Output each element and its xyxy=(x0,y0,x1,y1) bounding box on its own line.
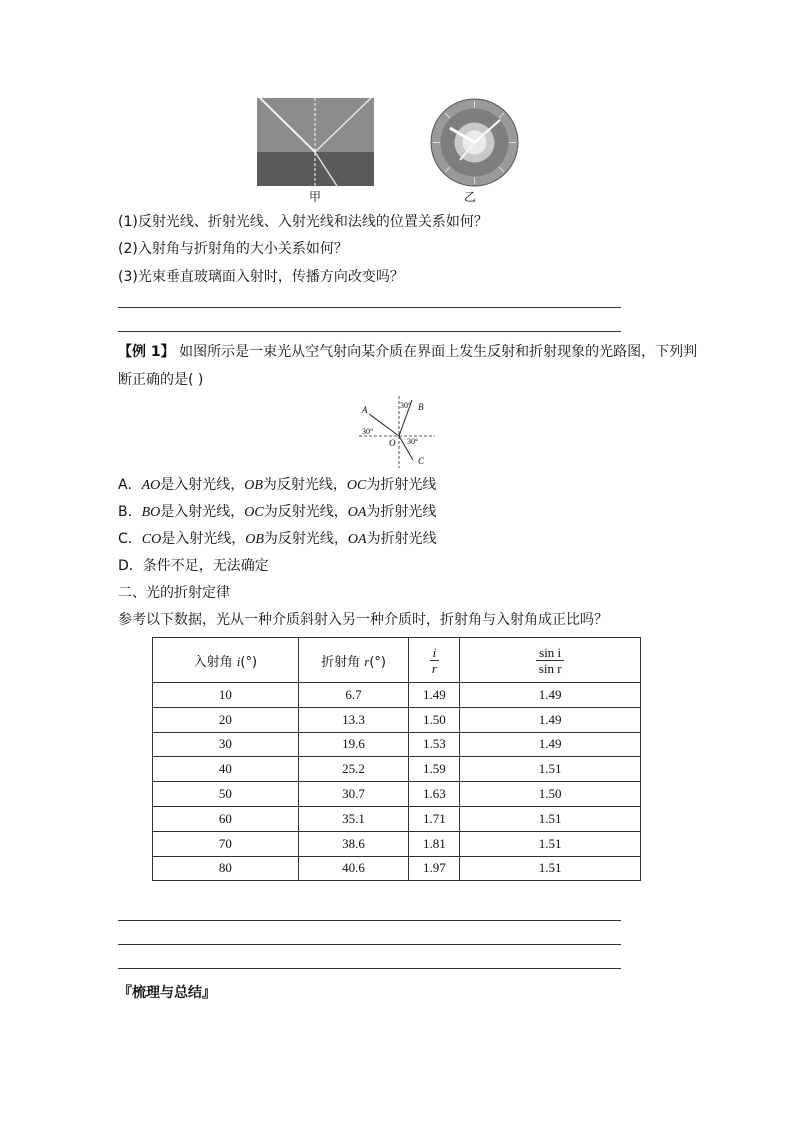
table-cell: 6.7 xyxy=(298,683,409,708)
summary-label: 『梳理与总结』 xyxy=(118,985,216,1001)
figure-yi-caption: 乙 xyxy=(463,190,476,204)
table-header-row xyxy=(153,638,641,683)
header-incident-angle: 入射角 i(°) xyxy=(153,638,299,683)
table-cell: 35.1 xyxy=(298,806,409,831)
table-cell: 80 xyxy=(153,856,299,881)
option-b: B．BO是入射光线，OC为反射光线，OA为折射光线 xyxy=(118,504,437,520)
table-cell: 1.71 xyxy=(409,806,460,831)
table-row xyxy=(153,732,641,757)
header-sine-ratio: $\frac{\text{sin i}}{\text{sin r}}$ xyxy=(460,638,641,683)
section-heading: 二、光的折射定律 xyxy=(118,585,230,601)
table-cell: 50 xyxy=(153,782,299,807)
table-cell: 1.51 xyxy=(460,806,641,831)
table-cell: 1.49 xyxy=(460,732,641,757)
option-a: A．AO是入射光线，OB为反射光线，OC为折射光线 xyxy=(118,477,437,493)
table-cell: 40.6 xyxy=(298,856,409,881)
answer-line xyxy=(118,307,621,308)
label-angle-left: 30° xyxy=(362,427,374,436)
table-cell: 25.2 xyxy=(298,757,409,782)
table-cell: 10 xyxy=(153,683,299,708)
table-row xyxy=(153,782,641,807)
table-cell: 1.51 xyxy=(460,757,641,782)
table-cell: 1.51 xyxy=(460,831,641,856)
table-cell: 70 xyxy=(153,831,299,856)
answer-line xyxy=(118,944,621,945)
data-table xyxy=(152,637,641,881)
table-cell: 1.63 xyxy=(409,782,460,807)
table-cell: 1.49 xyxy=(460,707,641,732)
table-row xyxy=(153,683,641,708)
example-stem-line2: 断正确的是( ) xyxy=(118,372,204,388)
label-a: A xyxy=(362,405,368,415)
ray-diagram xyxy=(355,396,440,468)
figure-yi xyxy=(430,98,519,187)
table-row xyxy=(153,806,641,831)
table-cell: 1.49 xyxy=(460,683,641,708)
table-row xyxy=(153,831,641,856)
table-row xyxy=(153,757,641,782)
table-cell: 30 xyxy=(153,732,299,757)
table-cell: 1.97 xyxy=(409,856,460,881)
section-intro: 参考以下数据，光从一种介质斜射入另一种介质时，折射角与入射角成正比吗？ xyxy=(118,612,608,628)
table-cell: 19.6 xyxy=(298,732,409,757)
header-refraction-angle: 折射角 r(°) xyxy=(298,638,409,683)
table-cell: 1.50 xyxy=(460,782,641,807)
answer-line xyxy=(118,920,621,921)
table-cell: 1.49 xyxy=(409,683,460,708)
table-cell: 1.53 xyxy=(409,732,460,757)
figure-jia xyxy=(257,98,374,186)
table-cell: 1.50 xyxy=(409,707,460,732)
example-stem-text: 如图所示是一束光从空气射向某介质在界面上发生反射和折射现象的光路图，下列判 xyxy=(179,344,698,360)
label-angle-right: 30° xyxy=(407,437,419,446)
example-tag: 【例 1】 xyxy=(118,344,175,360)
example-stem-line1 xyxy=(118,343,697,361)
label-o: O xyxy=(389,438,396,448)
table-cell: 20 xyxy=(153,707,299,732)
option-c: C．CO是入射光线，OB为反射光线，OA为折射光线 xyxy=(118,531,437,547)
answer-line xyxy=(118,331,621,332)
answer-line xyxy=(118,968,621,969)
question-1: (1)反射光线、折射光线、入射光线和法线的位置关系如何？ xyxy=(118,214,488,230)
figure-jia-caption: 甲 xyxy=(308,190,321,204)
table-body xyxy=(153,683,641,881)
table-cell: 1.59 xyxy=(409,757,460,782)
label-c: C xyxy=(418,456,425,466)
table-row xyxy=(153,856,641,881)
table-cell: 1.51 xyxy=(460,856,641,881)
table-row xyxy=(153,707,641,732)
label-b: B xyxy=(418,402,424,412)
table-cell: 38.6 xyxy=(298,831,409,856)
option-d: D．条件不足，无法确定 xyxy=(118,558,269,574)
label-angle-top: 30° xyxy=(400,401,412,410)
table-cell: 30.7 xyxy=(298,782,409,807)
table-cell: 40 xyxy=(153,757,299,782)
table-cell: 1.81 xyxy=(409,831,460,856)
header-ratio: $\frac{i}{r}$ xyxy=(409,638,460,683)
table-cell: 60 xyxy=(153,806,299,831)
table-cell: 13.3 xyxy=(298,707,409,732)
question-3: (3)光束垂直玻璃面入射时，传播方向改变吗？ xyxy=(118,269,404,285)
question-2: (2)入射角与折射角的大小关系如何？ xyxy=(118,241,348,257)
